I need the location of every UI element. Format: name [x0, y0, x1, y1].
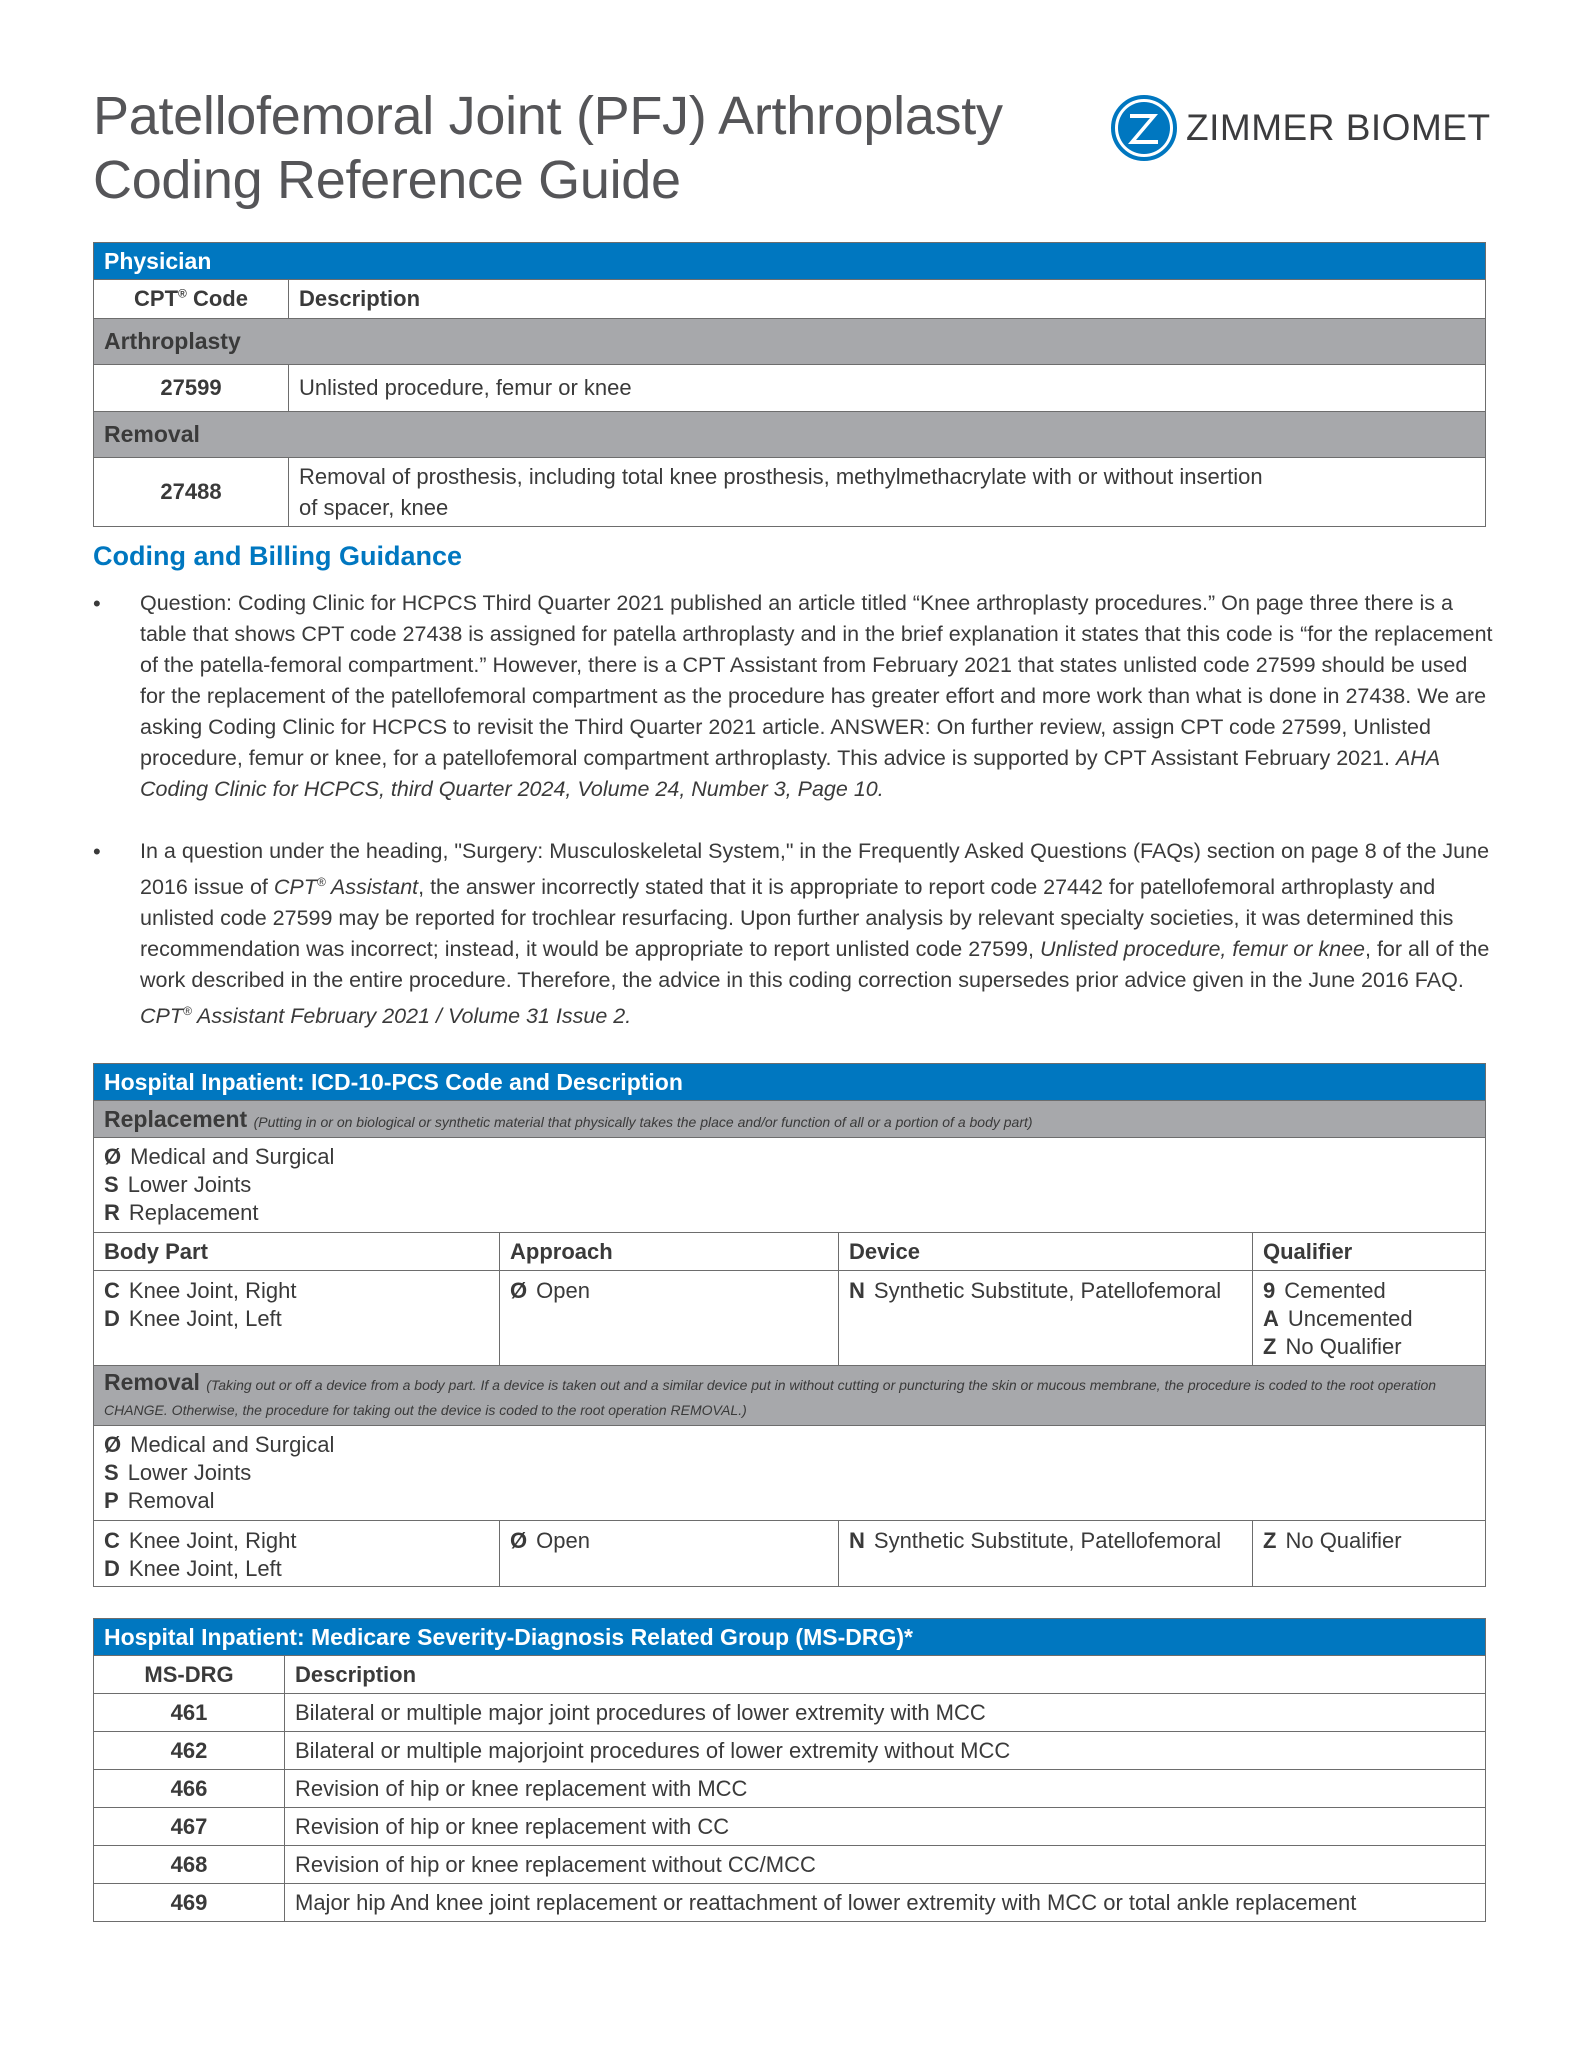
table-row — [94, 1884, 1486, 1922]
ms-drg-code: 461 — [94, 1694, 285, 1732]
ms-drg-code: 462 — [94, 1732, 285, 1770]
bullet-icon: • — [93, 839, 101, 864]
guidance-bullet-2: • In a question under the heading, "Surgery: Musculoskeletal System," in the Frequently Asked Questions (FAQs) section on page 8 of the June 2016 issue of CPT® Assistant, the answer incorrectly stated that it is appropriate to report code 27442 for patellofemoral arthroplasty and unlisted code 27599 may be reported for trochlear resurfacing. Upon further analysis by relevant specialty societies, it was determined this recommendation was incorrect; instead, it would be appropriate to report unlisted code 27599, Unlisted procedure, femur or knee, for all of the work described in the entire procedure. Therefore, the advice in this coding correction supersedes prior advice given in the June 2016 FAQ. CPT® Assistant February 2021 / Volume 31 Issue 2. — [93, 836, 1493, 1032]
replacement-body-part: C Knee Joint, Right D Knee Joint, Left — [94, 1271, 500, 1366]
ms-drg-code: 468 — [94, 1846, 285, 1884]
removal-note: (Taking out or off a device from a body part. If a device is taken out and a similar device put in without cutting or puncturing the skin or mucous membrane, the procedure is coded to the root operation CHANGE. Otherwise, the procedure for taking out the device is coded to the root operation REMOVAL.) — [104, 1376, 1437, 1418]
removal-body-part: C Knee Joint, Right D Knee Joint, Left — [94, 1521, 500, 1587]
removal-qualifier: Z No Qualifier — [1253, 1521, 1486, 1587]
page-title — [93, 84, 1003, 212]
cpt-code-column-header: CPT® Code — [94, 280, 289, 319]
cpt-description: Removal of prosthesis, including total knee prosthesis, methylmethacrylate with or without insertion of spacer, knee — [289, 458, 1486, 527]
ms-drg-description: Revision of hip or knee replacement without CC/MCC — [285, 1846, 1486, 1884]
ms-drg-description: Revision of hip or knee replacement with MCC — [285, 1770, 1486, 1808]
section-removal-icd: Removal (Taking out or off a device from a body part. If a device is taken out and a similar device put in without cutting or puncturing the skin or mucous membrane, the procedure is coded to the root operation CHANGE. Otherwise, the procedure for taking out the device is coded to the root operation REMOVAL.) — [94, 1366, 1486, 1426]
brand-name: ZIMMER BIOMET — [1186, 107, 1491, 148]
ms-drg-description-column-header: Description — [285, 1656, 1486, 1694]
table-row — [94, 1770, 1486, 1808]
zimmer-biomet-logo — [1110, 94, 1491, 162]
physician-table — [93, 242, 1486, 527]
icd-10-pcs-table — [93, 1063, 1486, 1587]
section-replacement: Replacement (Putting in or on biological or synthetic material that physically takes the place and/or function of all or a portion of a body part) — [94, 1101, 1486, 1138]
ms-drg-column-header: MS-DRG — [94, 1656, 285, 1694]
replacement-approach: Ø Open — [500, 1271, 839, 1366]
approach-column-header: Approach — [500, 1233, 839, 1271]
physician-header: Physician — [94, 243, 1486, 280]
body-part-column-header: Body Part — [94, 1233, 500, 1271]
ms-drg-description: Bilateral or multiple majorjoint procedures of lower extremity without MCC — [285, 1732, 1486, 1770]
table-row — [94, 1846, 1486, 1884]
qualifier-column-header: Qualifier — [1253, 1233, 1486, 1271]
guidance-bullets — [93, 588, 1493, 1032]
bullet-icon: • — [93, 591, 101, 616]
description-column-header: Description — [289, 280, 1486, 319]
removal-device: N Synthetic Substitute, Patellofemoral — [839, 1521, 1253, 1587]
removal-root: Ø Medical and Surgical S Lower Joints P Removal — [94, 1426, 1486, 1521]
ms-drg-code: 467 — [94, 1808, 285, 1846]
table-row — [94, 1694, 1486, 1732]
ms-drg-description: Bilateral or multiple major joint procedures of lower extremity with MCC — [285, 1694, 1486, 1732]
icd-header: Hospital Inpatient: ICD-10-PCS Code and Description — [94, 1064, 1486, 1101]
replacement-root: Ø Medical and Surgical S Lower Joints R Replacement — [94, 1138, 1486, 1233]
cpt-description: Unlisted procedure, femur or knee — [289, 365, 1486, 412]
ms-drg-header: Hospital Inpatient: Medicare Severity-Diagnosis Related Group (MS-DRG)* — [94, 1619, 1486, 1656]
table-row — [94, 1732, 1486, 1770]
device-column-header: Device — [839, 1233, 1253, 1271]
guidance-heading: Coding and Billing Guidance — [93, 541, 462, 571]
replacement-qualifier: 9 Cemented A Uncemented Z No Qualifier — [1253, 1271, 1486, 1366]
cpt-code: 27488 — [94, 458, 289, 527]
removal-approach: Ø Open — [500, 1521, 839, 1587]
title-line-1: Patellofemoral Joint (PFJ) Arthroplasty — [93, 86, 1003, 146]
cpt-code: 27599 — [94, 365, 289, 412]
section-removal: Removal — [94, 412, 1486, 458]
section-arthroplasty: Arthroplasty — [94, 319, 1486, 365]
title-line-2: Coding Reference Guide — [93, 150, 681, 210]
ms-drg-code: 469 — [94, 1884, 285, 1922]
ms-drg-description: Major hip And knee joint replacement or reattachment of lower extremity with MCC or total ankle replacement — [285, 1884, 1486, 1922]
ms-drg-description: Revision of hip or knee replacement with CC — [285, 1808, 1486, 1846]
replacement-device: N Synthetic Substitute, Patellofemoral — [839, 1271, 1253, 1366]
replacement-note: (Putting in or on biological or synthetic material that physically takes the place and/or function of all or a portion of a body part) — [253, 1113, 1033, 1130]
table-row — [94, 1808, 1486, 1846]
ms-drg-code: 466 — [94, 1770, 285, 1808]
zimmer-biomet-z-icon — [1110, 94, 1178, 162]
ms-drg-table — [93, 1618, 1486, 1922]
guidance-bullet-1: • Question: Coding Clinic for HCPCS Third Quarter 2021 published an article titled “Knee arthroplasty procedures.” On page three there is a table that shows CPT code 27438 is assigned for patella arthroplasty and in the brief explanation it states that this code is “for the replacement of the patella-femoral compartment.” However, there is a CPT Assistant from February 2021 that states unlisted code 27599 should be used for the replacement of the patellofemoral compartment as the procedure has greater effort and more work than what is done in 27438. We are asking Coding Clinic for HCPCS to revisit the Third Quarter 2021 article. ANSWER: On further review, assign CPT code 27599, Unlisted procedure, femur or knee, for a patellofemoral compartment arthroplasty. This advice is supported by CPT Assistant February 2021. AHA Coding Clinic for HCPCS, third Quarter 2024, Volume 24, Number 3, Page 10. — [93, 588, 1493, 805]
